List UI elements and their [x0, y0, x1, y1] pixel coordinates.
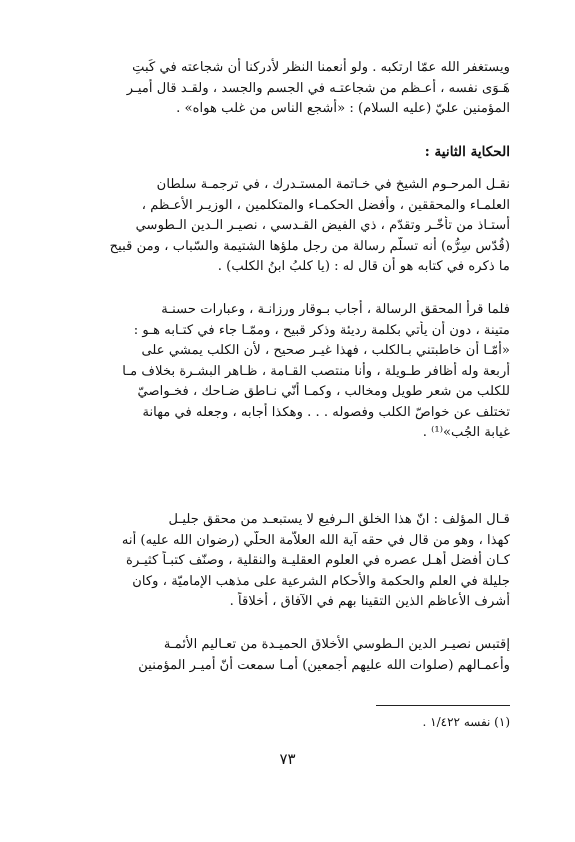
- paragraph-1-line-2: هَـوَى نفسه ، أعـظم من شجاعتـه في الجسم والجسد ، ولقـد قال أميـر: [126, 80, 510, 96]
- paragraph-4-line-1: قـال المؤلف : انّ هذا الخلق الـرفيع لا يستبعـد من محقق جليـل: [168, 512, 510, 527]
- paragraph-3-line-6: تختلف عن خواصّ الكلب وفصوله . . . وهكذا أجابه ، وجعله في مهانة: [142, 404, 510, 420]
- paragraph-2: [78, 175, 510, 278]
- paragraph-2-line-2: العلمـاء والمحققين ، وأفضل الحكمـاء والمتكلمين ، الوزيـر الأعـظم ،: [141, 197, 510, 213]
- heading-text: الحكاية الثانية :: [424, 144, 510, 160]
- paragraph-5-line-2: وأعمـالهم (صلوات الله عليهم أجمعين) أمـا سمعت أنّ أميـر المؤمنين: [138, 657, 510, 673]
- paragraph-3-line-5: للكلب من شعر طويل ومخالب ، وكمـا أنّي نـاطق ضـاحك ، فخـواصيّ: [137, 384, 510, 399]
- paragraph-4-line-3: كـان أفضل أهـل عصره في العلوم العقليـة والنقلية ، وصنّف كتبـاً كثيـرة: [126, 553, 510, 568]
- paragraph-2-line-3: أستـاذ من تأخّـر وتقدّم ، ذي الفيض القـدسي ، نصيـر الـدين الـطوسي: [135, 218, 510, 233]
- paragraph-5: [78, 635, 510, 676]
- paragraph-3-line-4: أربعة وله أظافر طـويلة ، وأنا منتصب القـامة ، ظـاهر البشـرة بخلاف مـا: [122, 363, 510, 379]
- footnote: (١) نفسه ١/٤٢٢ .: [422, 715, 510, 729]
- paragraph-2-line-5: ما ذكره في كتابه هو أن قال له : (يا كلبُ ابنُ الكلب) .: [217, 259, 510, 274]
- paragraph-1-line-3: المؤمنين عليّ (عليه السلام) : «أشجع الناس من غلب هواه» .: [176, 101, 510, 116]
- paragraph-4-line-5: أشرف الأعاظم الذين التقينا بهم في الآفاق ، أخلاقاً .: [229, 594, 510, 609]
- paragraph-2-line-1: نقـل المرحـوم الشيخ في خـاتمة المستـدرك ، في ترجمـة سلطان: [156, 177, 510, 192]
- paragraph-4-line-4: جليلة في العلم والحكمة والأحكام الشرعية على مذهب الإماميّة ، وكان: [132, 573, 510, 589]
- paragraph-4-line-2: كهذا ، وهو من قال في حقه آية الله العلاّمة الحلّي (رضوان الله عليه) أنه: [121, 532, 510, 548]
- footnote-divider: [376, 705, 510, 706]
- section-heading: [78, 142, 510, 163]
- paragraph-5-line-1: إقتبس نصيـر الدين الـطوسي الأخلاق الحميـدة من تعـاليم الأئمـة: [163, 637, 510, 652]
- page-number: ٧٣: [279, 750, 296, 768]
- paragraph-3-line-2: متينة ، دون أن يأتي بكلمة رديئة وذكر قبيح ، وممّـا جاء في كتـابه هـو :: [133, 322, 510, 338]
- paragraph-3: [78, 300, 510, 444]
- paragraph-3-line-3: «أمّـا أن خاطبتني بـالكلب ، فهذا غيـر صحيح ، لأن الكلب يمشي على: [141, 343, 510, 358]
- paragraph-4: [78, 510, 510, 613]
- paragraph-1: [78, 58, 510, 120]
- paragraph-3-line-1: فلما قرأ المحقق الرسالة ، أجاب بـوقار ورزانـة ، وعبارات حسنـة: [161, 302, 510, 317]
- paragraph-2-line-4: (قُدّس سِرُّه) أنه تسلّم رسالة من رجل ملؤها الشتيمة والسّباب ، ومن قبيح: [109, 238, 510, 254]
- paragraph-3-line-7: غيابة الجُب»⁽¹⁾ .: [422, 425, 510, 440]
- paragraph-1-line-1: ويستغفر الله عمّا ارتكبه . ولو أنعمنا النظر لأدركنا أن شجاعته في كَبتِ: [132, 60, 510, 75]
